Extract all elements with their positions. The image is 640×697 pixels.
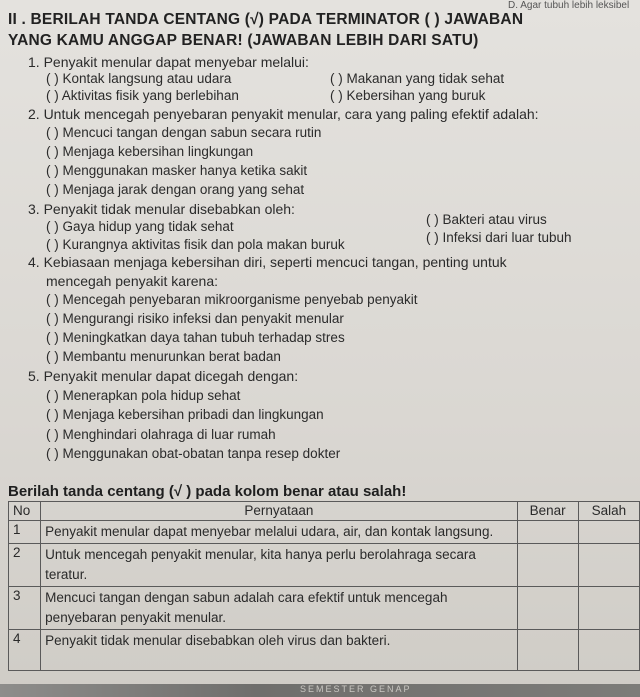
q3-option-a[interactable]: ( ) Gaya hidup yang tidak sehat [46,219,234,234]
header-statement: Pernyataan [41,502,517,521]
footer-text: SEMESTER GENAP [300,684,412,694]
q2-option-a[interactable]: ( ) Mencuci tangan dengan sabun secara rutin [46,125,322,140]
q4-option-b[interactable]: ( ) Mengurangi risiko infeksi dan penyakit menular [46,311,344,326]
table-title: Berilah tanda centang (√ ) pada kolom benar atau salah! [8,483,407,500]
q4-option-c[interactable]: ( ) Meningkatkan daya tahan tubuh terhadap stres [46,330,345,345]
q2-option-c[interactable]: ( ) Menggunakan masker hanya ketika sakit [46,163,308,178]
q1-option-b[interactable]: ( ) Makanan yang tidak sehat [330,71,505,86]
q3-option-c[interactable]: ( ) Kurangnya aktivitas fisik dan pola makan buruk [46,237,345,252]
row-statement: Penyakit tidak menular disebabkan oleh virus dan bakteri. [41,630,517,671]
q4-option-d[interactable]: ( ) Membantu menurunkan berat badan [46,349,281,364]
table-row [9,521,640,544]
q5-option-c[interactable]: ( ) Menghindari olahraga di luar rumah [46,427,276,442]
false-checkbox-cell[interactable] [578,521,639,544]
row-number: 2 [9,544,41,587]
table-row [9,587,640,630]
q1-option-c[interactable]: ( ) Aktivitas fisik yang berlebihan [46,88,239,103]
q2-option-b[interactable]: ( ) Menjaga kebersihan lingkungan [46,144,254,159]
true-false-table [8,501,640,671]
table-row [9,630,640,671]
q3-option-b[interactable]: ( ) Bakteri atau virus [426,212,547,227]
q2-option-d[interactable]: ( ) Menjaga jarak dengan orang yang sehat [46,182,305,197]
question-5: 5. Penyakit menular dapat dicegah dengan: [28,368,299,384]
q5-option-a[interactable]: ( ) Menerapkan pola hidup sehat [46,388,241,403]
row-statement: Untuk mencegah penyakit menular, kita hanya perlu berolahraga secara teratur. [41,544,517,587]
header-no: No [9,502,41,521]
header-false: Salah [578,502,639,521]
q3-option-d[interactable]: ( ) Infeksi dari luar tubuh [426,230,572,245]
true-checkbox-cell[interactable] [517,587,578,630]
q5-option-d[interactable]: ( ) Menggunakan obat-obatan tanpa resep dokter [46,446,341,461]
true-checkbox-cell[interactable] [517,521,578,544]
row-statement: Penyakit menular dapat menyebar melalui udara, air, dan kontak langsung. [41,521,517,544]
table-header-row [9,502,640,521]
section-title-line-1: II . BERILAH TANDA CENTANG (√) PADA TERMINATOR ( ) JAWABAN [8,11,524,28]
question-1: 1. Penyakit menular dapat menyebar melalui: [28,54,309,70]
row-statement: Mencuci tangan dengan sabun adalah cara efektif untuk mencegah penyebaran penyakit menular. [41,587,517,630]
cut-off-previous-option: D. Agar tubuh lebih leksibel [508,0,630,11]
true-checkbox-cell[interactable] [517,630,578,671]
row-number: 1 [9,521,41,544]
question-2: 2. Untuk mencegah penyebaran penyakit menular, cara yang paling efektif adalah: [28,106,539,122]
false-checkbox-cell[interactable] [578,630,639,671]
true-checkbox-cell[interactable] [517,544,578,587]
section-title-line-2: YANG KAMU ANGGAP BENAR! (JAWABAN LEBIH DARI SATU) [8,32,479,49]
question-4-line-1: 4. Kebiasaan menjaga kebersihan diri, seperti mencuci tangan, penting untuk [28,254,507,270]
question-4-line-2: mencegah penyakit karena: [46,273,218,289]
q4-option-a[interactable]: ( ) Mencegah penyebaran mikroorganisme penyebab penyakit [46,292,418,307]
header-true: Benar [517,502,578,521]
question-3: 3. Penyakit tidak menular disebabkan oleh: [28,201,295,217]
q1-option-d[interactable]: ( ) Kebersihan yang buruk [330,88,486,103]
false-checkbox-cell[interactable] [578,587,639,630]
row-number: 4 [9,630,41,671]
table-row [9,544,640,587]
q5-option-b[interactable]: ( ) Menjaga kebersihan pribadi dan lingkungan [46,407,324,422]
row-number: 3 [9,587,41,630]
false-checkbox-cell[interactable] [578,544,639,587]
q1-option-a[interactable]: ( ) Kontak langsung atau udara [46,71,232,86]
